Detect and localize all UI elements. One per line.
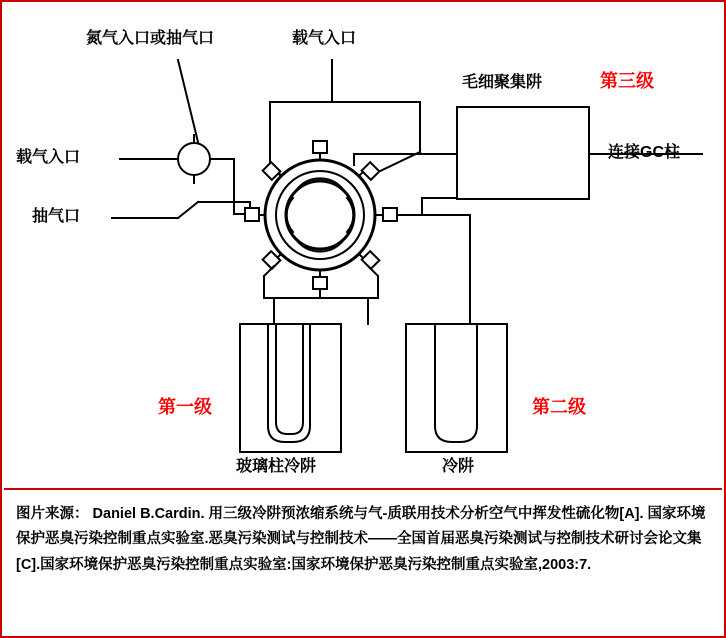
stage2-dewar	[406, 324, 507, 452]
label-cold-trap: 冷阱	[442, 458, 475, 475]
label-gc-column: 连接GC柱	[608, 144, 681, 161]
leader-nitrogen-inlet	[178, 60, 198, 142]
label-carrier-gas-inlet-top: 载气入口	[292, 30, 357, 47]
diagram-area	[2, 2, 724, 488]
label-nitrogen-inlet: 氮气入口或抽气口	[86, 30, 215, 47]
label-stage-three: 第三级	[600, 71, 654, 91]
valve-inner-ring	[286, 181, 354, 249]
pipe-to-valve-port-ne	[374, 152, 420, 174]
label-stage-two: 第二级	[532, 397, 586, 417]
pipe-valve-sw-out	[264, 266, 274, 276]
label-capillary-trap: 毛细聚集阱	[462, 74, 543, 91]
label-stage-one: 第一级	[158, 397, 212, 417]
label-carrier-gas-inlet-left: 载气入口	[16, 149, 81, 166]
stage1-dewar	[240, 324, 341, 452]
rotary-knob	[178, 143, 210, 175]
label-glass-cold-trap: 玻璃柱冷阱	[236, 458, 317, 475]
pipe-pump-diag	[178, 202, 198, 218]
label-pump-port: 抽气口	[32, 208, 81, 225]
figure-caption: 图片来源： Daniel B.Cardin. 用三级冷阱预浓缩系统与气-质联用技术分析空气中挥发性硫化物[A]. 国家环境保护恶臭污染控制重点实验室.恶臭污染测试与控制技术——全国首届恶臭污染测试与控制技术研讨会论文集[C].国家环境保护恶臭污染控制重点实验室:国家环境保护恶臭污染控制重点实验室,2003:7.	[16, 506, 706, 573]
capillary-trap-box	[457, 107, 589, 199]
caption-divider	[4, 488, 722, 490]
